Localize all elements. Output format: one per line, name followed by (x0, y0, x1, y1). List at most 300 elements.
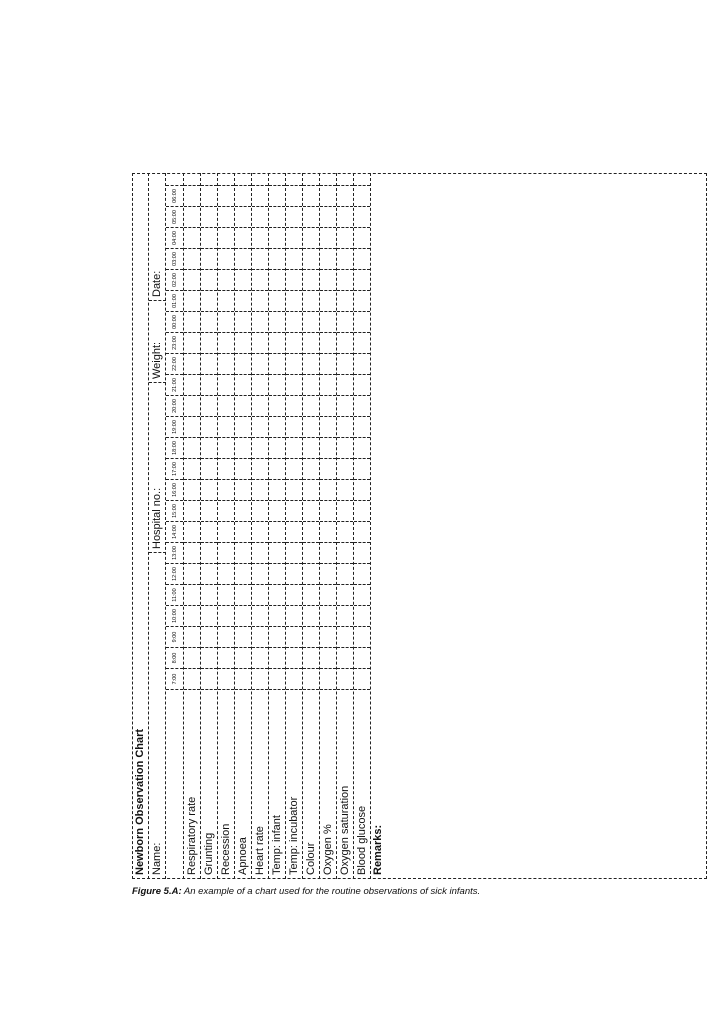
observation-cell[interactable] (184, 248, 200, 269)
info-separator (149, 300, 166, 301)
observation-cell[interactable] (354, 227, 370, 248)
observation-cell[interactable] (320, 626, 336, 647)
observation-cell[interactable] (218, 647, 234, 668)
observation-cell[interactable] (354, 311, 370, 332)
time-header-cell: 8:00 (166, 647, 183, 668)
observation-cell[interactable] (337, 374, 353, 395)
observation-cell[interactable] (184, 395, 200, 416)
observation-cell[interactable] (303, 626, 319, 647)
observation-cell[interactable] (252, 395, 268, 416)
observation-cell[interactable] (303, 290, 319, 311)
observation-cell[interactable] (269, 563, 285, 584)
observation-cell[interactable] (354, 521, 370, 542)
observation-cell[interactable] (218, 311, 234, 332)
observation-cell[interactable] (235, 311, 251, 332)
parameter-row (320, 173, 337, 879)
observation-cell[interactable] (184, 605, 200, 626)
observation-cell[interactable] (235, 332, 251, 353)
observation-cell[interactable] (337, 584, 353, 605)
observation-cell[interactable] (184, 521, 200, 542)
observation-cell[interactable] (235, 185, 251, 206)
observation-cell[interactable] (337, 395, 353, 416)
observation-cell[interactable] (252, 416, 268, 437)
observation-cell[interactable] (286, 605, 302, 626)
observation-cell[interactable] (286, 206, 302, 227)
observation-cell[interactable] (201, 311, 217, 332)
observation-cell[interactable] (286, 437, 302, 458)
observation-cell[interactable] (337, 269, 353, 290)
observation-cell[interactable] (337, 437, 353, 458)
observation-cell[interactable] (354, 395, 370, 416)
observation-cell[interactable] (252, 290, 268, 311)
observation-cell[interactable] (286, 479, 302, 500)
observation-cell[interactable] (354, 542, 370, 563)
observation-cell[interactable] (184, 479, 200, 500)
time-header-blank (166, 689, 183, 879)
observation-cell[interactable] (320, 542, 336, 563)
observation-cell[interactable] (354, 647, 370, 668)
observation-cell[interactable] (303, 542, 319, 563)
observation-cell[interactable] (269, 437, 285, 458)
observation-cell[interactable] (218, 395, 234, 416)
observation-cell[interactable] (252, 668, 268, 689)
observation-cell[interactable] (201, 584, 217, 605)
observation-cell[interactable] (320, 353, 336, 374)
parameter-label: Respiratory rate (184, 689, 200, 879)
observation-cell[interactable] (303, 248, 319, 269)
observation-cell[interactable] (201, 332, 217, 353)
date-field-label: Date: (151, 270, 163, 297)
observation-cell[interactable] (303, 269, 319, 290)
observation-cell[interactable] (320, 605, 336, 626)
observation-cell[interactable] (303, 500, 319, 521)
observation-cell[interactable] (201, 437, 217, 458)
observation-cell[interactable] (201, 626, 217, 647)
observation-cell[interactable] (184, 626, 200, 647)
observation-cell[interactable] (320, 332, 336, 353)
remarks-row[interactable] (371, 173, 386, 879)
observation-cell[interactable] (354, 248, 370, 269)
observation-cell[interactable] (337, 206, 353, 227)
observation-cell[interactable] (354, 500, 370, 521)
observation-cell[interactable] (201, 416, 217, 437)
observation-cell[interactable] (235, 248, 251, 269)
observation-cell[interactable] (354, 185, 370, 206)
observation-cell[interactable] (252, 605, 268, 626)
observation-cell[interactable] (286, 332, 302, 353)
observation-cell[interactable] (184, 332, 200, 353)
observation-cell[interactable] (320, 374, 336, 395)
observation-cell[interactable] (201, 542, 217, 563)
observation-cell[interactable] (252, 374, 268, 395)
observation-cell[interactable] (286, 626, 302, 647)
name-field-label: Name: (151, 842, 163, 875)
observation-cell[interactable] (252, 185, 268, 206)
parameter-label: Temp: infant (269, 689, 285, 879)
observation-cell[interactable] (337, 353, 353, 374)
observation-cell[interactable] (235, 479, 251, 500)
observation-cell[interactable] (252, 584, 268, 605)
time-header-cell: 7:00 (166, 668, 183, 689)
observation-cell[interactable] (235, 269, 251, 290)
observation-cell[interactable] (184, 416, 200, 437)
observation-cell[interactable] (235, 416, 251, 437)
observation-cell[interactable] (235, 395, 251, 416)
figure-caption (132, 886, 480, 898)
observation-cell[interactable] (218, 227, 234, 248)
observation-cell[interactable] (269, 521, 285, 542)
observation-cell[interactable] (252, 563, 268, 584)
observation-cell[interactable] (337, 605, 353, 626)
observation-cell[interactable] (184, 542, 200, 563)
observation-cell[interactable] (184, 458, 200, 479)
observation-cell[interactable] (269, 206, 285, 227)
observation-cell[interactable] (252, 626, 268, 647)
observation-cell[interactable] (286, 584, 302, 605)
observation-cell[interactable] (354, 563, 370, 584)
observation-cell[interactable] (337, 563, 353, 584)
observation-cell[interactable] (218, 374, 234, 395)
observation-cell[interactable] (354, 584, 370, 605)
observation-cell[interactable] (337, 185, 353, 206)
observation-cell[interactable] (252, 437, 268, 458)
observation-cell[interactable] (320, 584, 336, 605)
observation-cell[interactable] (252, 332, 268, 353)
observation-cell[interactable] (269, 353, 285, 374)
observation-cell[interactable] (218, 290, 234, 311)
observation-cell[interactable] (337, 542, 353, 563)
parameter-row (303, 173, 320, 879)
observation-cell[interactable] (269, 605, 285, 626)
observation-cell[interactable] (184, 500, 200, 521)
observation-cell[interactable] (269, 647, 285, 668)
observation-cell[interactable] (201, 185, 217, 206)
observation-cell[interactable] (235, 626, 251, 647)
observation-cell[interactable] (201, 668, 217, 689)
observation-cell[interactable] (252, 458, 268, 479)
parameter-label: Temp: incubator (286, 689, 302, 879)
time-header-cell: 23:00 (166, 332, 183, 353)
time-header-cell: 13:00 (166, 542, 183, 563)
observation-cell[interactable] (286, 647, 302, 668)
observation-cell[interactable] (286, 521, 302, 542)
observation-cell[interactable] (320, 647, 336, 668)
observation-cell[interactable] (320, 563, 336, 584)
observation-cell[interactable] (252, 542, 268, 563)
observation-cell[interactable] (337, 290, 353, 311)
observation-cell[interactable] (269, 416, 285, 437)
observation-cell[interactable] (218, 563, 234, 584)
info-separator (149, 552, 166, 553)
observation-cell[interactable] (218, 185, 234, 206)
observation-cell[interactable] (286, 248, 302, 269)
observation-cell[interactable] (184, 206, 200, 227)
time-header-cell: 01:00 (166, 290, 183, 311)
observation-cell[interactable] (218, 437, 234, 458)
observation-cell[interactable] (303, 395, 319, 416)
observation-cell[interactable] (269, 311, 285, 332)
observation-cell[interactable] (252, 227, 268, 248)
observation-cell[interactable] (218, 479, 234, 500)
observation-cell[interactable] (269, 626, 285, 647)
observation-cell[interactable] (303, 416, 319, 437)
observation-cell[interactable] (269, 584, 285, 605)
observation-cell[interactable] (354, 626, 370, 647)
observation-cell[interactable] (337, 311, 353, 332)
observation-cell[interactable] (218, 332, 234, 353)
observation-cell[interactable] (320, 206, 336, 227)
time-header-cell: 18:00 (166, 437, 183, 458)
parameter-row (201, 173, 218, 879)
observation-cell[interactable] (218, 248, 234, 269)
observation-cell[interactable] (337, 626, 353, 647)
observation-cell[interactable] (201, 227, 217, 248)
observation-cell[interactable] (354, 458, 370, 479)
observation-cell[interactable] (218, 584, 234, 605)
observation-cell[interactable] (337, 521, 353, 542)
observation-cell[interactable] (303, 458, 319, 479)
time-header-cell: 10:00 (166, 605, 183, 626)
observation-cell[interactable] (184, 353, 200, 374)
observation-cell[interactable] (303, 185, 319, 206)
observation-cell[interactable] (252, 269, 268, 290)
observation-cell[interactable] (320, 227, 336, 248)
observation-cell[interactable] (252, 479, 268, 500)
observation-cell[interactable] (303, 332, 319, 353)
observation-cell[interactable] (337, 668, 353, 689)
observation-cell[interactable] (320, 248, 336, 269)
observation-cell[interactable] (269, 290, 285, 311)
parameter-row (252, 173, 269, 879)
observation-cell[interactable] (184, 290, 200, 311)
observation-cell[interactable] (269, 185, 285, 206)
observation-cell[interactable] (235, 668, 251, 689)
observation-cell[interactable] (354, 437, 370, 458)
observation-cell[interactable] (337, 458, 353, 479)
observation-cell[interactable] (201, 374, 217, 395)
observation-cell[interactable] (269, 500, 285, 521)
observation-cell[interactable] (303, 563, 319, 584)
observation-cell[interactable] (354, 206, 370, 227)
observation-cell[interactable] (303, 353, 319, 374)
observation-cell[interactable] (286, 563, 302, 584)
observation-cell[interactable] (201, 395, 217, 416)
time-header-cell: 14:00 (166, 521, 183, 542)
figure-caption-text: An example of a chart used for the routine observations of sick infants. (181, 886, 481, 897)
observation-cell[interactable] (201, 479, 217, 500)
observation-cell[interactable] (320, 185, 336, 206)
observation-cell[interactable] (286, 311, 302, 332)
observation-cell[interactable] (303, 584, 319, 605)
observation-cell[interactable] (354, 479, 370, 500)
observation-cell[interactable] (252, 248, 268, 269)
observation-cell[interactable] (218, 416, 234, 437)
time-header-cell: 19:00 (166, 416, 183, 437)
observation-cell[interactable] (235, 458, 251, 479)
observation-cell[interactable] (269, 542, 285, 563)
observation-cell[interactable] (201, 500, 217, 521)
time-header-cell: 05:00 (166, 206, 183, 227)
observation-cell[interactable] (303, 437, 319, 458)
observation-cell[interactable] (320, 416, 336, 437)
observation-cell[interactable] (269, 269, 285, 290)
observation-cell[interactable] (286, 353, 302, 374)
observation-cell[interactable] (235, 521, 251, 542)
observation-cell[interactable] (218, 500, 234, 521)
observation-cell[interactable] (218, 605, 234, 626)
observation-cell[interactable] (303, 605, 319, 626)
observation-cell[interactable] (218, 668, 234, 689)
observation-cell[interactable] (184, 437, 200, 458)
observation-cell[interactable] (303, 479, 319, 500)
observation-cell[interactable] (184, 311, 200, 332)
observation-cell[interactable] (235, 437, 251, 458)
observation-cell[interactable] (337, 500, 353, 521)
observation-cell[interactable] (320, 479, 336, 500)
parameter-row (337, 173, 354, 879)
time-header-cell: 15:00 (166, 500, 183, 521)
observation-cell[interactable] (320, 521, 336, 542)
observation-cell[interactable] (235, 647, 251, 668)
observation-cell[interactable] (269, 479, 285, 500)
observation-cell[interactable] (354, 374, 370, 395)
observation-cell[interactable] (184, 668, 200, 689)
observation-cell[interactable] (184, 563, 200, 584)
observation-cell[interactable] (184, 269, 200, 290)
observation-cell[interactable] (303, 206, 319, 227)
observation-cell[interactable] (354, 353, 370, 374)
observation-cell[interactable] (201, 521, 217, 542)
observation-cell[interactable] (269, 395, 285, 416)
observation-cell[interactable] (286, 185, 302, 206)
time-header-cell: 03:00 (166, 248, 183, 269)
observation-cell[interactable] (303, 647, 319, 668)
weight-field-label: Weight: (151, 341, 163, 379)
observation-cell[interactable] (303, 521, 319, 542)
observation-cell[interactable] (218, 542, 234, 563)
observation-cell[interactable] (269, 227, 285, 248)
parameter-row (235, 173, 252, 879)
observation-cell[interactable] (184, 647, 200, 668)
observation-cell[interactable] (286, 500, 302, 521)
observation-cell[interactable] (286, 374, 302, 395)
observation-cell[interactable] (201, 458, 217, 479)
observation-cell[interactable] (303, 668, 319, 689)
parameter-label: Oxygen % (320, 689, 336, 879)
observation-cell[interactable] (235, 353, 251, 374)
observation-cell[interactable] (337, 332, 353, 353)
observation-cell[interactable] (286, 542, 302, 563)
observation-cell[interactable] (235, 563, 251, 584)
observation-cell[interactable] (252, 311, 268, 332)
chart-title-row (132, 173, 149, 879)
observation-cell[interactable] (286, 290, 302, 311)
observation-cell[interactable] (303, 374, 319, 395)
observation-cell[interactable] (184, 584, 200, 605)
observation-cell[interactable] (269, 248, 285, 269)
observation-cell[interactable] (252, 500, 268, 521)
observation-cell[interactable] (337, 227, 353, 248)
observation-cell[interactable] (235, 206, 251, 227)
observation-cell[interactable] (201, 605, 217, 626)
observation-cell[interactable] (252, 353, 268, 374)
observation-cell[interactable] (354, 668, 370, 689)
observation-cell[interactable] (184, 374, 200, 395)
observation-cell[interactable] (218, 206, 234, 227)
observation-cell[interactable] (337, 248, 353, 269)
observation-cell[interactable] (320, 311, 336, 332)
observation-cell[interactable] (235, 500, 251, 521)
observation-cell[interactable] (320, 395, 336, 416)
observation-cell[interactable] (201, 563, 217, 584)
observation-cell[interactable] (286, 458, 302, 479)
observation-cell[interactable] (235, 584, 251, 605)
observation-cell[interactable] (235, 374, 251, 395)
observation-cell[interactable] (269, 374, 285, 395)
observation-cell[interactable] (320, 500, 336, 521)
observation-cell[interactable] (320, 290, 336, 311)
observation-cell[interactable] (320, 458, 336, 479)
observation-cell[interactable] (269, 668, 285, 689)
observation-cell[interactable] (201, 647, 217, 668)
observation-cell[interactable] (218, 353, 234, 374)
observation-cell[interactable] (269, 458, 285, 479)
observation-cell[interactable] (337, 416, 353, 437)
newborn-observation-chart (132, 173, 707, 879)
observation-cell[interactable] (218, 521, 234, 542)
observation-cell[interactable] (252, 521, 268, 542)
observation-cell[interactable] (218, 269, 234, 290)
observation-cell[interactable] (354, 269, 370, 290)
parameter-row (218, 173, 235, 879)
observation-cell[interactable] (286, 227, 302, 248)
observation-cell[interactable] (252, 206, 268, 227)
observation-cell[interactable] (354, 290, 370, 311)
observation-cell[interactable] (286, 416, 302, 437)
observation-cell[interactable] (201, 290, 217, 311)
observation-cell[interactable] (201, 269, 217, 290)
observation-cell[interactable] (235, 227, 251, 248)
observation-cell[interactable] (286, 668, 302, 689)
observation-cell[interactable] (201, 248, 217, 269)
observation-cell[interactable] (354, 605, 370, 626)
observation-cell[interactable] (252, 647, 268, 668)
observation-cell[interactable] (303, 311, 319, 332)
observation-cell[interactable] (337, 647, 353, 668)
observation-cell[interactable] (303, 227, 319, 248)
observation-cell[interactable] (235, 605, 251, 626)
observation-cell[interactable] (320, 437, 336, 458)
observation-cell[interactable] (269, 332, 285, 353)
observation-cell[interactable] (218, 458, 234, 479)
observation-cell[interactable] (218, 626, 234, 647)
observation-cell[interactable] (286, 395, 302, 416)
observation-cell[interactable] (235, 290, 251, 311)
observation-cell[interactable] (354, 416, 370, 437)
observation-cell[interactable] (286, 269, 302, 290)
observation-cell[interactable] (184, 227, 200, 248)
observation-cell[interactable] (354, 332, 370, 353)
parameter-label: Blood glucose (354, 689, 370, 879)
observation-cell[interactable] (337, 479, 353, 500)
time-header-cell: 04:00 (166, 227, 183, 248)
observation-cell[interactable] (235, 542, 251, 563)
observation-cell[interactable] (201, 206, 217, 227)
observation-cell[interactable] (320, 668, 336, 689)
observation-cell[interactable] (201, 353, 217, 374)
observation-cell[interactable] (320, 269, 336, 290)
observation-cell[interactable] (184, 185, 200, 206)
